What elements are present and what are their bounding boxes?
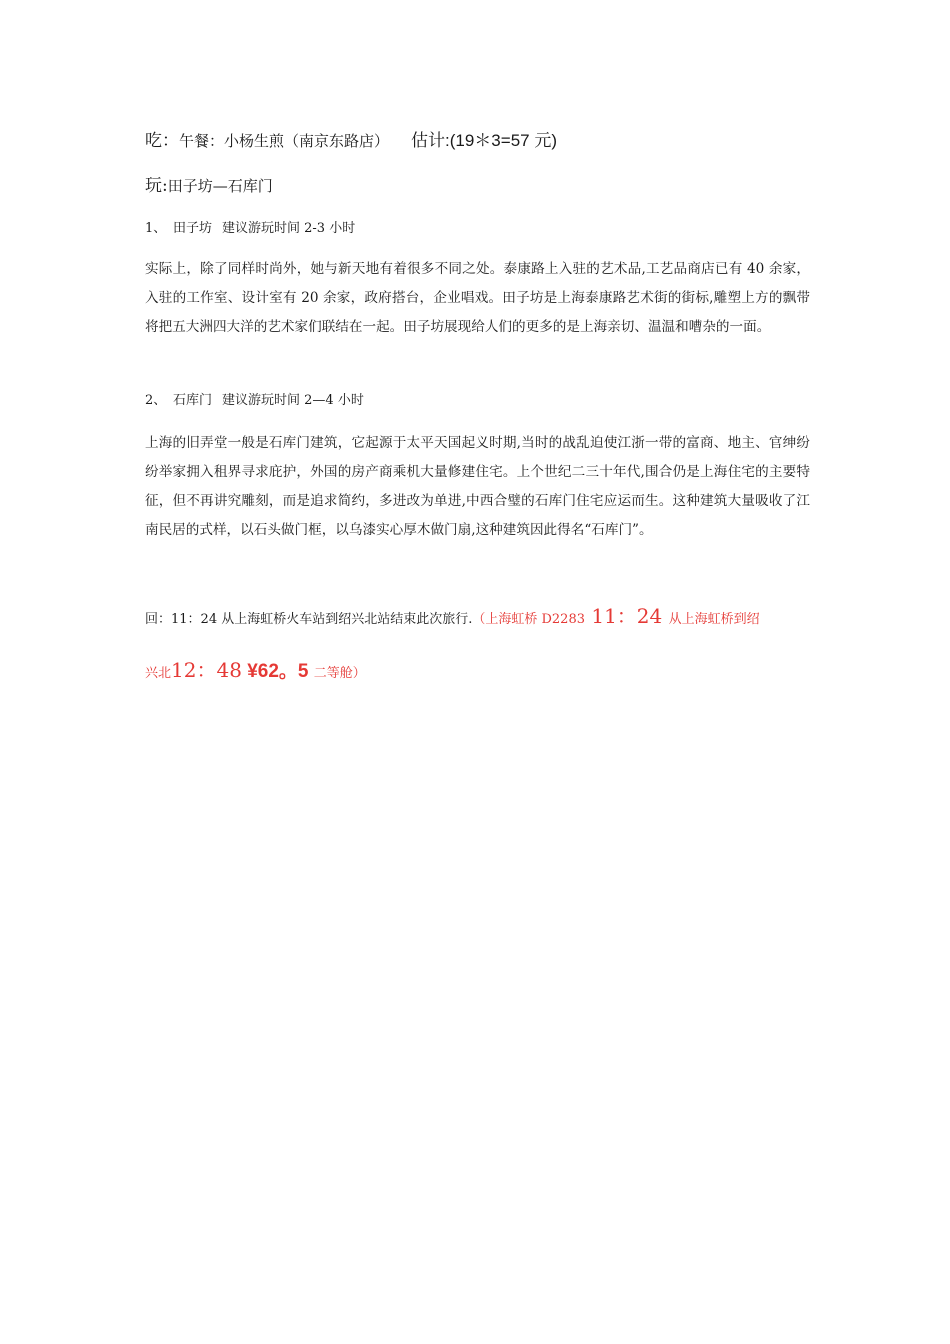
eat-line xyxy=(145,126,557,151)
train-info: （上海虹桥 D2283 xyxy=(472,612,585,627)
lunch-text: 午餐：小杨生煎（南京东路店） xyxy=(179,132,390,150)
item-name: 田子坊 xyxy=(173,221,213,236)
item-name: 石库门 xyxy=(173,393,213,408)
seat-class: 二等舱） xyxy=(313,666,366,681)
play-label: 玩: xyxy=(145,176,168,196)
paragraph-tianzifang: 实际上，除了同样时尚外，她与新天地有着很多不同之处。泰康路上入驻的艺术品,工艺品商店已有 40 余家，入驻的工作室、设计室有 20 余家，政府搭台，企业唱戏。田子坊是上海泰康路艺术街的街标,雕塑上方的飘带将把五大洲四大洋的艺术家们联结在一起。田子坊展现给人们的更多的是上海亲切、温温和嘈杂的一面。 xyxy=(145,261,810,335)
play-route: 田子坊—石库门 xyxy=(167,177,273,195)
play-line xyxy=(145,171,273,196)
destination-text: 兴北 xyxy=(145,666,172,681)
eat-label: 吃： xyxy=(145,131,179,151)
item-suggested-time: 建议游玩时间 2-3 小时 xyxy=(222,221,356,236)
item-suggested-time: 建议游玩时间 2—4 小时 xyxy=(222,393,364,408)
return-text: 回：11：24 从上海虹桥火车站到绍兴北站结束此次旅行. xyxy=(145,612,473,627)
return-line xyxy=(145,600,760,629)
paragraph-shikumen: 上海的旧弄堂一般是石库门建筑，它起源于太平天国起义时期,当时的战乱迫使江浙一带的富商、地主、官绅纷纷举家拥入租界寻求庇护，外国的房产商乘机大量修建住宅。上个世纪二三十年代,围合仍是上海住宅的主要特征，但不再讲究雕刻，而是追求简约，多进改为单进,中西合璧的石库门住宅应运而生。这种建筑大量吸收了江南民居的式样，以石头做门框，以乌漆实心厚木做门扇,这种建筑因此得名“石库门”。 xyxy=(145,435,810,538)
arrival-time: 12：48 xyxy=(171,658,242,682)
ticket-price: ¥62。5 xyxy=(241,661,314,682)
cost-estimate: 估计:(19＊3=57 元) xyxy=(411,131,557,150)
item-heading-tianzifang xyxy=(145,217,355,236)
train-route: 从上海虹桥到绍 xyxy=(668,612,760,627)
departure-time: 11：24 xyxy=(585,604,669,628)
item-heading-shikumen xyxy=(145,389,364,408)
return-line-continued xyxy=(145,654,366,683)
item-number: 1、 xyxy=(145,221,167,236)
item-number: 2、 xyxy=(145,393,167,408)
